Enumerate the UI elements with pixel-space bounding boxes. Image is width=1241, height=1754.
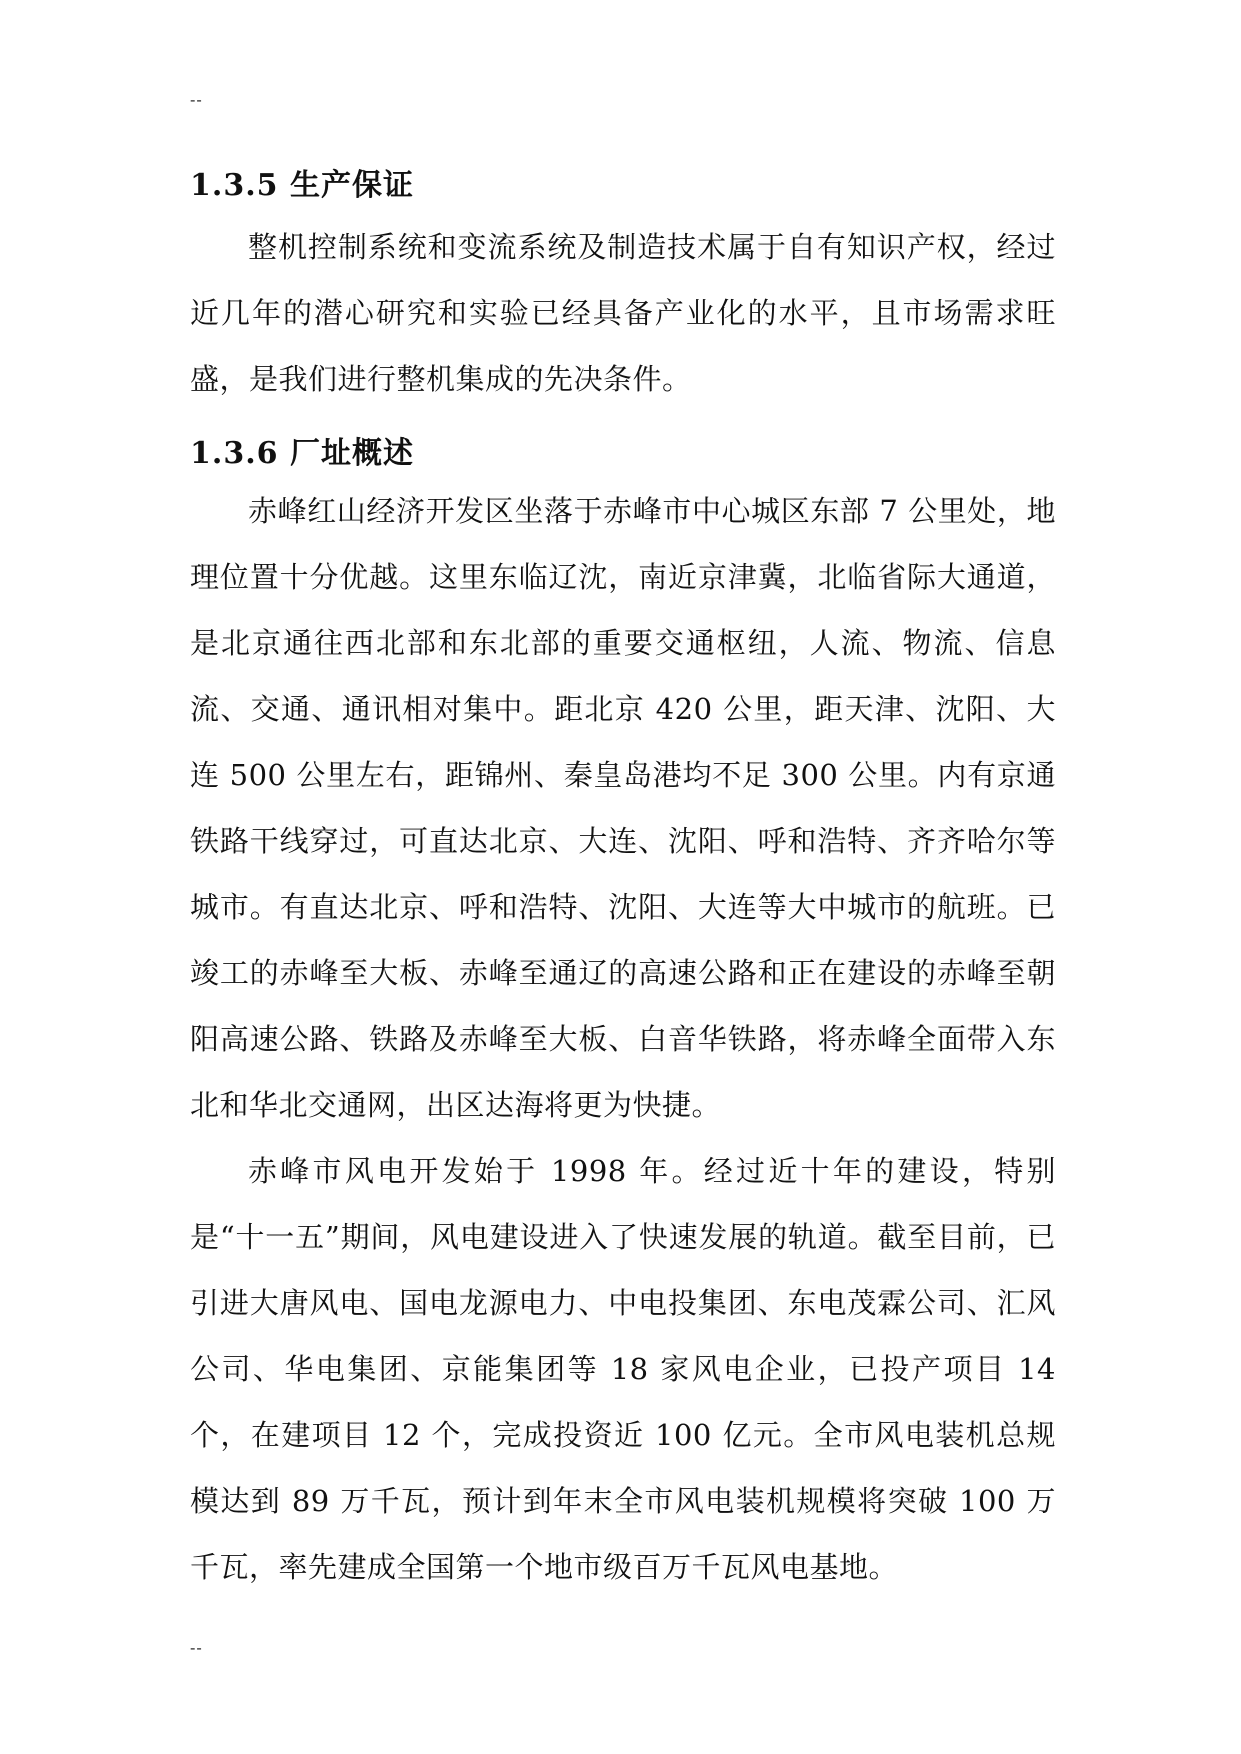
section-heading-production-guarantee: 1.3.5 生产保证 [190, 168, 414, 203]
paragraph-production-guarantee: 整机控制系统和变流系统及制造技术属于自有知识产权，经过近几年的潜心研究和实验已经具备产业化的水平，且市场需求旺盛，是我们进行整机集成的先决条件。 [190, 230, 1056, 396]
paragraph-wind-power: 赤峰市风电开发始于 1998 年。经过近十年的建设，特别是“十一五”期间，风电建设进入了快速发展的轨道。截至目前，已引进大唐风电、国电龙源电力、中电投集团、东电茂霖公司、汇风公司、华电集团、京能集团等 18 家风电企业，已投产项目 14 个，在建项目 12 个，完成投资近 100 亿元。全市风电装机总规模达到 89 万千瓦，预计到年末全市风电装机规模将突破 100 万千瓦，率先建成全国第一个地市级百万千瓦风电基地。 [190, 1154, 1056, 1584]
paragraph-site-location: 赤峰红山经济开发区坐落于赤峰市中心城区东部 7 公里处，地理位置十分优越。这里东临辽沈，南近京津冀，北临省际大通道，是北京通往西北部和东北部的重要交通枢纽，人流、物流、信息流、交通、通讯相对集中。距北京 420 公里，距天津、沈阳、大连 500 公里左右，距锦州、秦皇岛港均不足 300 公里。内有京通铁路干线穿过，可直达北京、大连、沈阳、呼和浩特、齐齐哈尔等城市。有直达北京、呼和浩特、沈阳、大连等大中城市的航班。已竣工的赤峰至大板、赤峰至通辽的高速公路和正在建设的赤峰至朝阳高速公路、铁路及赤峰至大板、白音华铁路，将赤峰全面带入东北和华北交通网，出区达海将更为快捷。 [190, 494, 1056, 1122]
page-top-marker: -- [190, 90, 203, 109]
section-heading-site-overview: 1.3.6 厂址概述 [190, 436, 414, 471]
document-body [190, 160, 1056, 1600]
page-bottom-marker: -- [190, 1638, 203, 1657]
